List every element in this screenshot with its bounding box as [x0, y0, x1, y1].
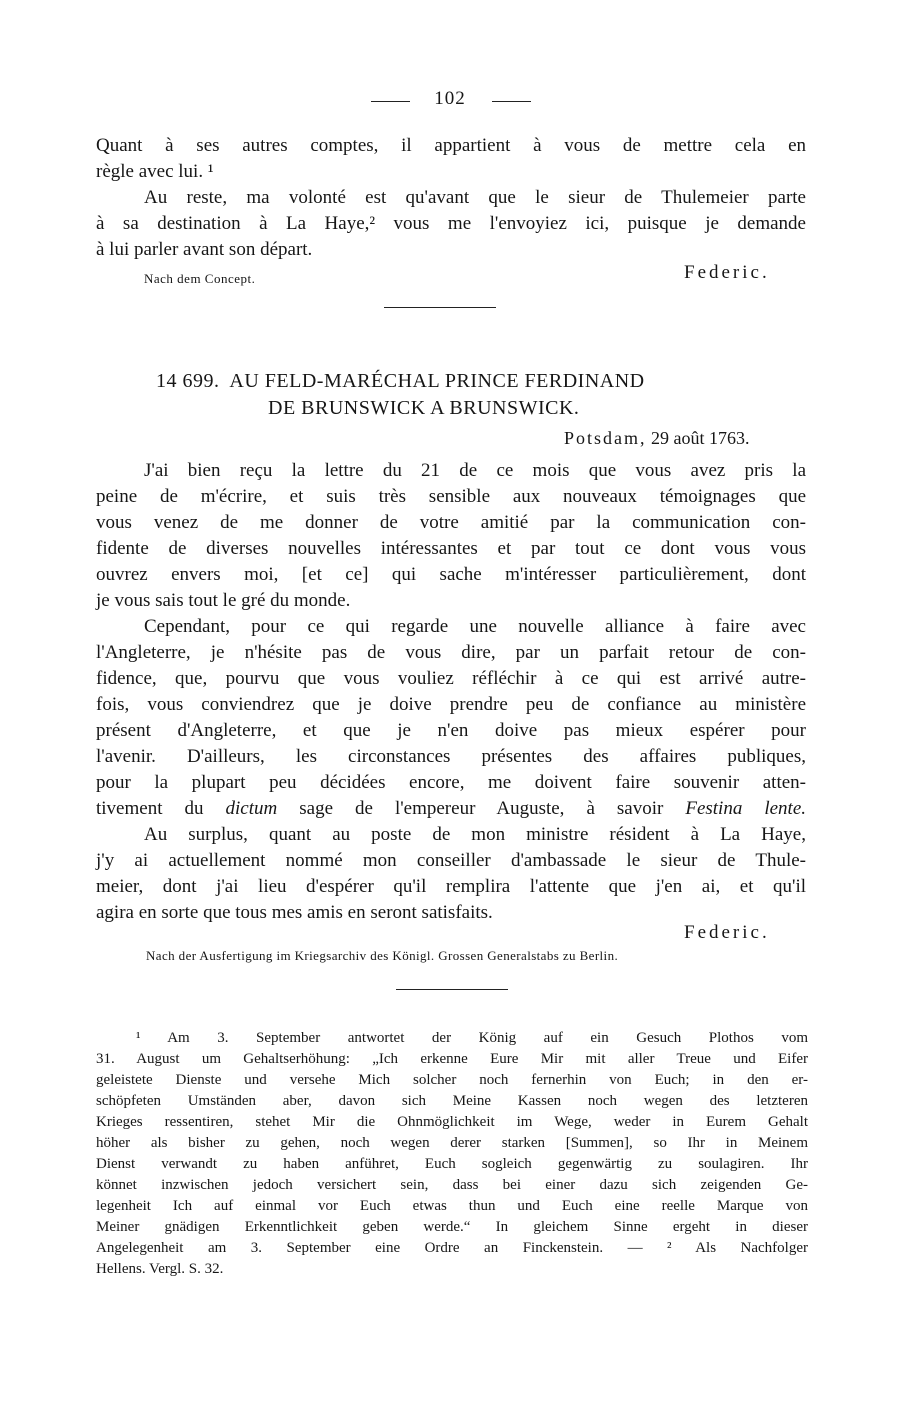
text-line: l'Angleterre, je n'hésite pas de vous dire, par un parfait retour de con-	[96, 642, 806, 663]
footnote-line: Meiner gnädigen Erkenntlichkeit geben werde.“ In gleichem Sinne ergeht in dieser	[96, 1219, 808, 1235]
section-divider	[384, 307, 496, 308]
footnote-line: höher als bisher zu gehen, noch wegen derer starken [Summen], so Ihr in Meinem	[96, 1135, 808, 1151]
italic-term: Festina lente.	[685, 798, 807, 819]
text-line: Au surplus, quant au poste de mon ministre résident à La Haye,	[144, 824, 806, 845]
text-line: fidente de diverses nouvelles intéressantes et par tout ce dont vous vous	[96, 538, 806, 559]
footnote-line: 31. August um Gehaltserhöhung: „Ich erkenne Eure Mir mit aller Treue und Eifer	[96, 1051, 808, 1067]
dateline-date: 29 août 1763.	[651, 428, 750, 448]
text-line: règle avec lui. ¹	[96, 161, 214, 182]
text-line: fidence, que, pourvu que vous vouliez réfléchir à ce qui est arrivé autre-	[96, 668, 806, 689]
signature: Federic.	[684, 922, 770, 943]
footnote-line: könnet inzwischen jedoch versichert sein, dass bei einer dazu sich zeigenden Ge-	[96, 1177, 808, 1193]
letter-heading-line2: DE BRUNSWICK A BRUNSWICK.	[268, 397, 580, 419]
text-line: j'y ai actuellement nommé mon conseiller d'ambassade le sieur de Thule-	[96, 850, 806, 871]
text-line: J'ai bien reçu la lettre du 21 de ce mois que vous avez pris la	[144, 460, 806, 481]
footnote-line: schöpfeten Umständen aber, davon sich Meine Kassen noch wegen des letzteren	[96, 1093, 808, 1109]
source-note: Nach der Ausfertigung im Kriegsarchiv des Königl. Grossen Generalstabs zu Berlin.	[146, 948, 619, 963]
text-line: l'avenir. D'ailleurs, les circonstances présentes des affaires publiques,	[96, 746, 806, 767]
text-line: présent d'Angleterre, et que je n'en doive pas mieux espérer pour	[96, 720, 806, 741]
letter-heading: 14 699. AU FELD-MARÉCHAL PRINCE FERDINAND	[156, 370, 645, 392]
text-line: Quant à ses autres comptes, il appartient à vous de mettre cela en	[96, 135, 806, 156]
footnote-line: Angelegenheit am 3. September eine Ordre an Finckenstein. — ² Als Nachfolger	[96, 1240, 808, 1256]
text-line: vous venez de me donner de votre amitié par la communication con-	[96, 512, 806, 533]
header-rule-right	[492, 101, 531, 102]
text-line: agira en sorte que tous mes amis en seront satisfaits.	[96, 902, 493, 923]
text-line: peine de m'écrire, et suis très sensible aux nouveaux témoignages que	[96, 486, 806, 507]
footnote-divider	[396, 989, 508, 990]
signature: Federic.	[684, 262, 770, 283]
footnote-line: geleistete Dienste und versehe Mich solcher noch fernerhin von Euch; in den er-	[96, 1072, 808, 1088]
text-line: pour la plupart peu décidées encore, me doivent faire souvenir atten-	[96, 772, 806, 793]
text-line: Au reste, ma volonté est qu'avant que le sieur de Thulemeier parte	[144, 187, 806, 208]
source-note: Nach dem Concept.	[144, 271, 256, 286]
italic-term: dictum	[225, 798, 278, 819]
text-segment: tivement du	[96, 798, 204, 819]
footnote-line: Dienst verwandt zu haben anführet, Euch sogleich gegenwärtig zu soulagiren. Ihr	[96, 1156, 808, 1172]
text-segment: sage de l'empereur Auguste, à savoir	[299, 798, 664, 819]
footnote-line: Hellens. Vergl. S. 32.	[96, 1261, 224, 1277]
text-line: Cependant, pour ce qui regarde une nouvelle alliance à faire avec	[144, 616, 806, 637]
header-rule-left	[371, 101, 410, 102]
text-line: à lui parler avant son départ.	[96, 239, 313, 260]
text-line: je vous sais tout le gré du monde.	[96, 590, 351, 611]
page-number: 102	[434, 88, 466, 109]
footnote-line: ¹ Am 3. September antwortet der König auf ein Gesuch Plothos vom	[136, 1030, 808, 1046]
footnote-line: Krieges ressentiren, stehet Mir die Ohnmöglichkeit im Wege, weder in Eurem Gehalt	[96, 1114, 808, 1130]
text-line: fois, vous conviendrez que je doive prendre peu de confiance au ministère	[96, 694, 806, 715]
text-line: à sa destination à La Haye,² vous me l'envoyiez ici, puisque je demande	[96, 213, 806, 234]
text-line-with-italics	[96, 796, 806, 822]
text-line: ouvrez envers moi, [et ce] qui sache m'intéresser particulièrement, dont	[96, 564, 806, 585]
text-line: meier, dont j'ai lieu d'espérer qu'il remplira l'attente que j'en ai, et qu'il	[96, 876, 806, 897]
dateline	[564, 428, 750, 449]
footnote-line: legenheit Ich auf einmal vor Euch etwas thun und Euch eine reelle Marque von	[96, 1198, 808, 1214]
dateline-place: Potsdam,	[564, 428, 647, 448]
